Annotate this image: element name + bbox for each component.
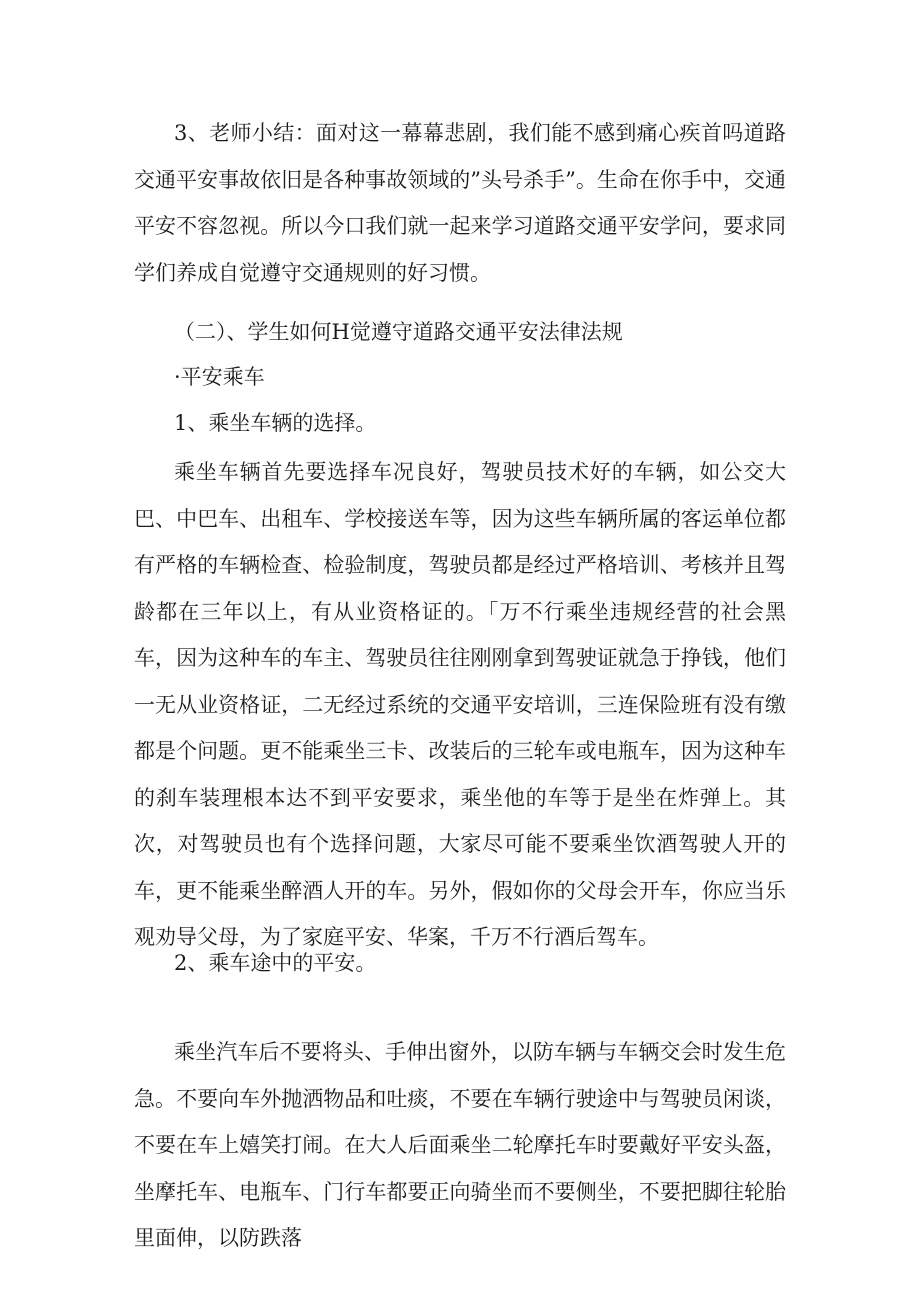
- paragraph-teacher-summary: 3、老师小结：面对这一幕幕悲剧，我们能不感到痛心疾首吗道路交通平安事故依旧是各种事故领域的”头号杀手”。生命在你手中，交通平安不容忽视。所以今口我们就一起来学习道路交通平安学问，要求同学们养成自觉遵守交通规则的好习惯。: [134, 121, 786, 285]
- paragraph-vehicle-choice: 乘坐车辆首先要选择车况良好，驾驶员技术好的车辆，如公交大巴、中巴车、出租车、学校接送车等，因为这些车辆所属的客运单位都有严格的车辆检查、检验制度，驾驶员都是经过严格培训、考核并且驾龄都在三年以上，有从业资格证的。「万不行乘坐违规经营的社会黑车，因为这种车的车主、驾驶员往往刚刚拿到驾驶证就急于挣钱，他们一无从业资格证，二无经过系统的交通平安培训，三连保险班有没有缴都是个问题。更不能乘坐三卡、改装后的三轮车或电瓶车，因为这种车的刹车装理根本达不到平安要求，乘坐他的车等于是坐在炸弹上。其次，对驾驶员也有个选择问题，大家尽可能不要乘坐饮酒驾驶人开的车，更不能乘坐醉酒人开的车。另外，假如你的父母会开车，你应当乐观劝导父母，为了家庭平安、华案，千万不行酒后驾车。: [134, 460, 786, 949]
- section-heading: （二）、学生如何H觉遵守道路交通平安法律法规: [174, 320, 623, 344]
- item-heading-1: 1、乘坐车辆的选择。: [174, 411, 377, 435]
- paragraph-riding-safety: 乘坐汽车后不要将头、手伸出窗外，以防车辆与车辆交会时发生危急。不要向车外抛洒物品和吐痰，不要在车辆行驶途中与驾驶员闲谈，不要在车上嬉笑打闹。在大人后面乘坐二轮摩托车时要戴好平安头盔，坐摩托车、电瓶车、门行车都要正向骑坐而不要侧坐，不要把脚往轮胎里面伸，以防跌落: [134, 1040, 786, 1250]
- bullet-heading: ·平安乘车: [174, 365, 265, 389]
- item-heading-2: 2、乘车途中的平安。: [174, 951, 377, 975]
